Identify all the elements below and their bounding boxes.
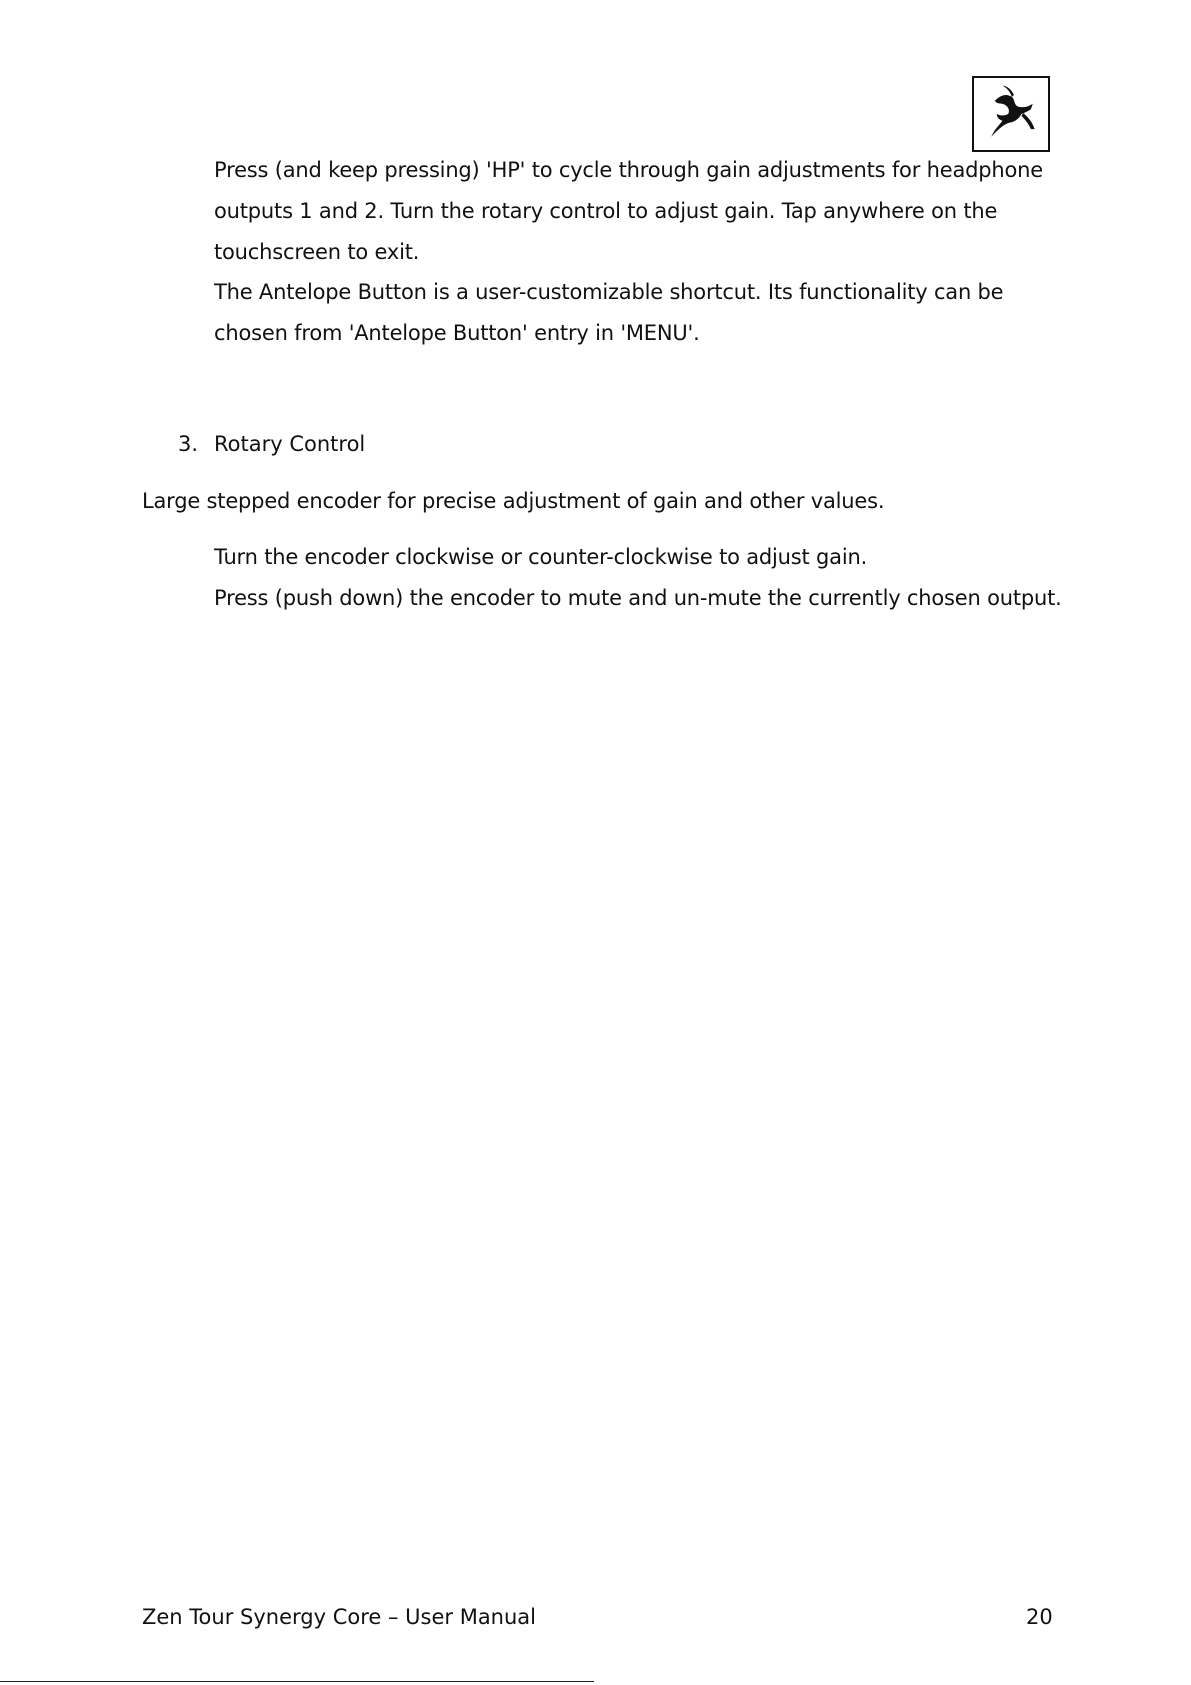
antelope-logo-icon [972,76,1050,152]
section-title: Rotary Control [214,432,366,456]
intro-line-1: Press (and keep pressing) 'HP' to cycle through gain adjustments for headphone [214,158,1043,182]
section-item-1: Turn the encoder clockwise or counter-clockwise to adjust gain. [214,545,868,569]
intro-line-5: chosen from 'Antelope Button' entry in 'MENU'. [214,321,700,345]
section-number: 3. [178,432,199,456]
intro-line-4: The Antelope Button is a user-customizable shortcut. Its functionality can be [214,280,1004,304]
intro-line-3: touchscreen to exit. [214,240,420,264]
section-item-2: Press (push down) the encoder to mute and un-mute the currently chosen output. [214,586,1062,610]
intro-line-2: outputs 1 and 2. Turn the rotary control to adjust gain. Tap anywhere on the [214,199,998,223]
footer-title: Zen Tour Synergy Core – User Manual [142,1605,537,1629]
section-description: Large stepped encoder for precise adjustment of gain and other values. [142,489,885,513]
bottom-divider [0,1681,594,1682]
page-number: 20 [1026,1605,1053,1629]
